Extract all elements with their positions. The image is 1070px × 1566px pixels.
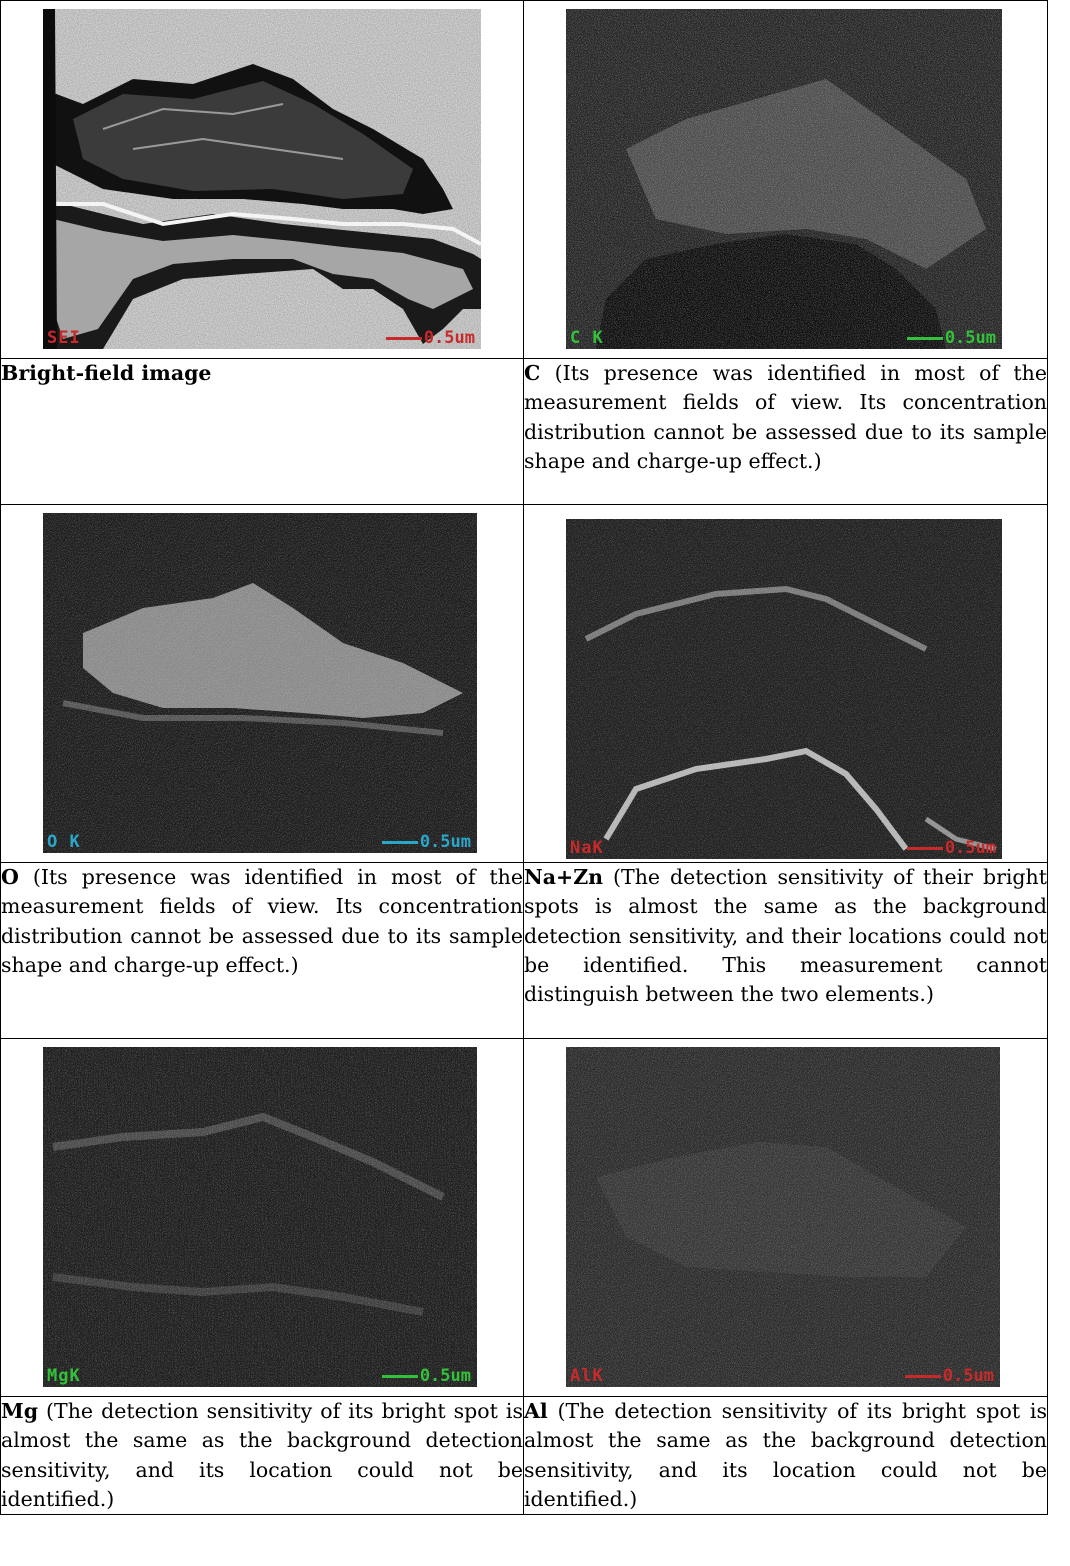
caption-heading: Mg	[1, 1399, 39, 1423]
image-label: NaK	[570, 838, 604, 858]
scale-bar-label: 0.5um	[423, 328, 475, 348]
aluminum-map	[566, 1047, 1000, 1387]
caption-text: (The detection sensitivity of their bright spots is almost the same as the background detection sensitivity, and their locations could not be identified. This measurement cannot distinguish between the two elements.)	[524, 865, 1047, 1007]
sodium-zinc-caption	[524, 863, 1048, 1039]
image-label: C K	[570, 328, 604, 348]
scale-bar-line	[907, 847, 943, 850]
scale-bar-line	[907, 337, 943, 340]
scale-bar	[382, 1366, 471, 1386]
scale-bar	[382, 832, 471, 852]
scale-bar-label: 0.5um	[942, 1366, 994, 1386]
caption-heading: Bright-field image	[1, 361, 212, 385]
carbon-caption	[524, 359, 1048, 505]
scale-bar-line	[382, 841, 418, 844]
caption-text: (Its presence was identified in most of the measurement fields of view. Its concentration distribution cannot be assessed due to its sample shape and charge-up effect.)	[524, 361, 1047, 473]
scale-bar-label: 0.5um	[419, 1366, 471, 1386]
sodium-zinc-map	[566, 519, 1002, 859]
magnesium-map-cell	[1, 1039, 524, 1397]
scale-bar-label: 0.5um	[944, 838, 996, 858]
aluminum-caption	[524, 1397, 1048, 1515]
caption-text: (The detection sensitivity of its bright spot is almost the same as the background detection sensitivity, and its location could not be identified.)	[524, 1399, 1047, 1511]
caption-heading: Na+Zn	[524, 865, 604, 889]
scale-bar-label: 0.5um	[944, 328, 996, 348]
oxygen-caption	[1, 863, 524, 1039]
image-label: MgK	[47, 1366, 81, 1386]
scale-bar	[386, 328, 475, 348]
oxygen-map-cell	[1, 505, 524, 863]
scale-bar-line	[905, 1375, 941, 1378]
scale-bar-line	[382, 1375, 418, 1378]
caption-text: (Its presence was identified in most of the measurement fields of view. Its concentration distribution cannot be assessed due to its sample shape and charge-up effect.)	[1, 865, 523, 977]
oxygen-map	[43, 513, 477, 853]
caption-heading: Al	[524, 1399, 548, 1423]
caption-heading: C	[524, 361, 541, 385]
scale-bar-label: 0.5um	[419, 832, 471, 852]
sodium-zinc-map-cell	[524, 505, 1048, 863]
scale-bar-line	[386, 337, 422, 340]
magnesium-caption	[1, 1397, 524, 1515]
image-label: AlK	[570, 1366, 604, 1386]
carbon-map-cell	[524, 1, 1048, 359]
image-label: SEI	[47, 328, 81, 348]
scale-bar	[907, 328, 996, 348]
bright-field-micrograph	[43, 9, 481, 349]
carbon-map	[566, 9, 1002, 349]
scale-bar	[907, 838, 996, 858]
bright-field-caption	[1, 359, 524, 505]
aluminum-map-cell	[524, 1039, 1048, 1397]
bright-field-image-cell	[1, 1, 524, 359]
caption-heading: O	[1, 865, 19, 889]
magnesium-map	[43, 1047, 477, 1387]
scale-bar	[905, 1366, 994, 1386]
image-label: O K	[47, 832, 81, 852]
caption-text: (The detection sensitivity of its bright spot is almost the same as the background detection sensitivity, and its location could not be identified.)	[1, 1399, 523, 1511]
